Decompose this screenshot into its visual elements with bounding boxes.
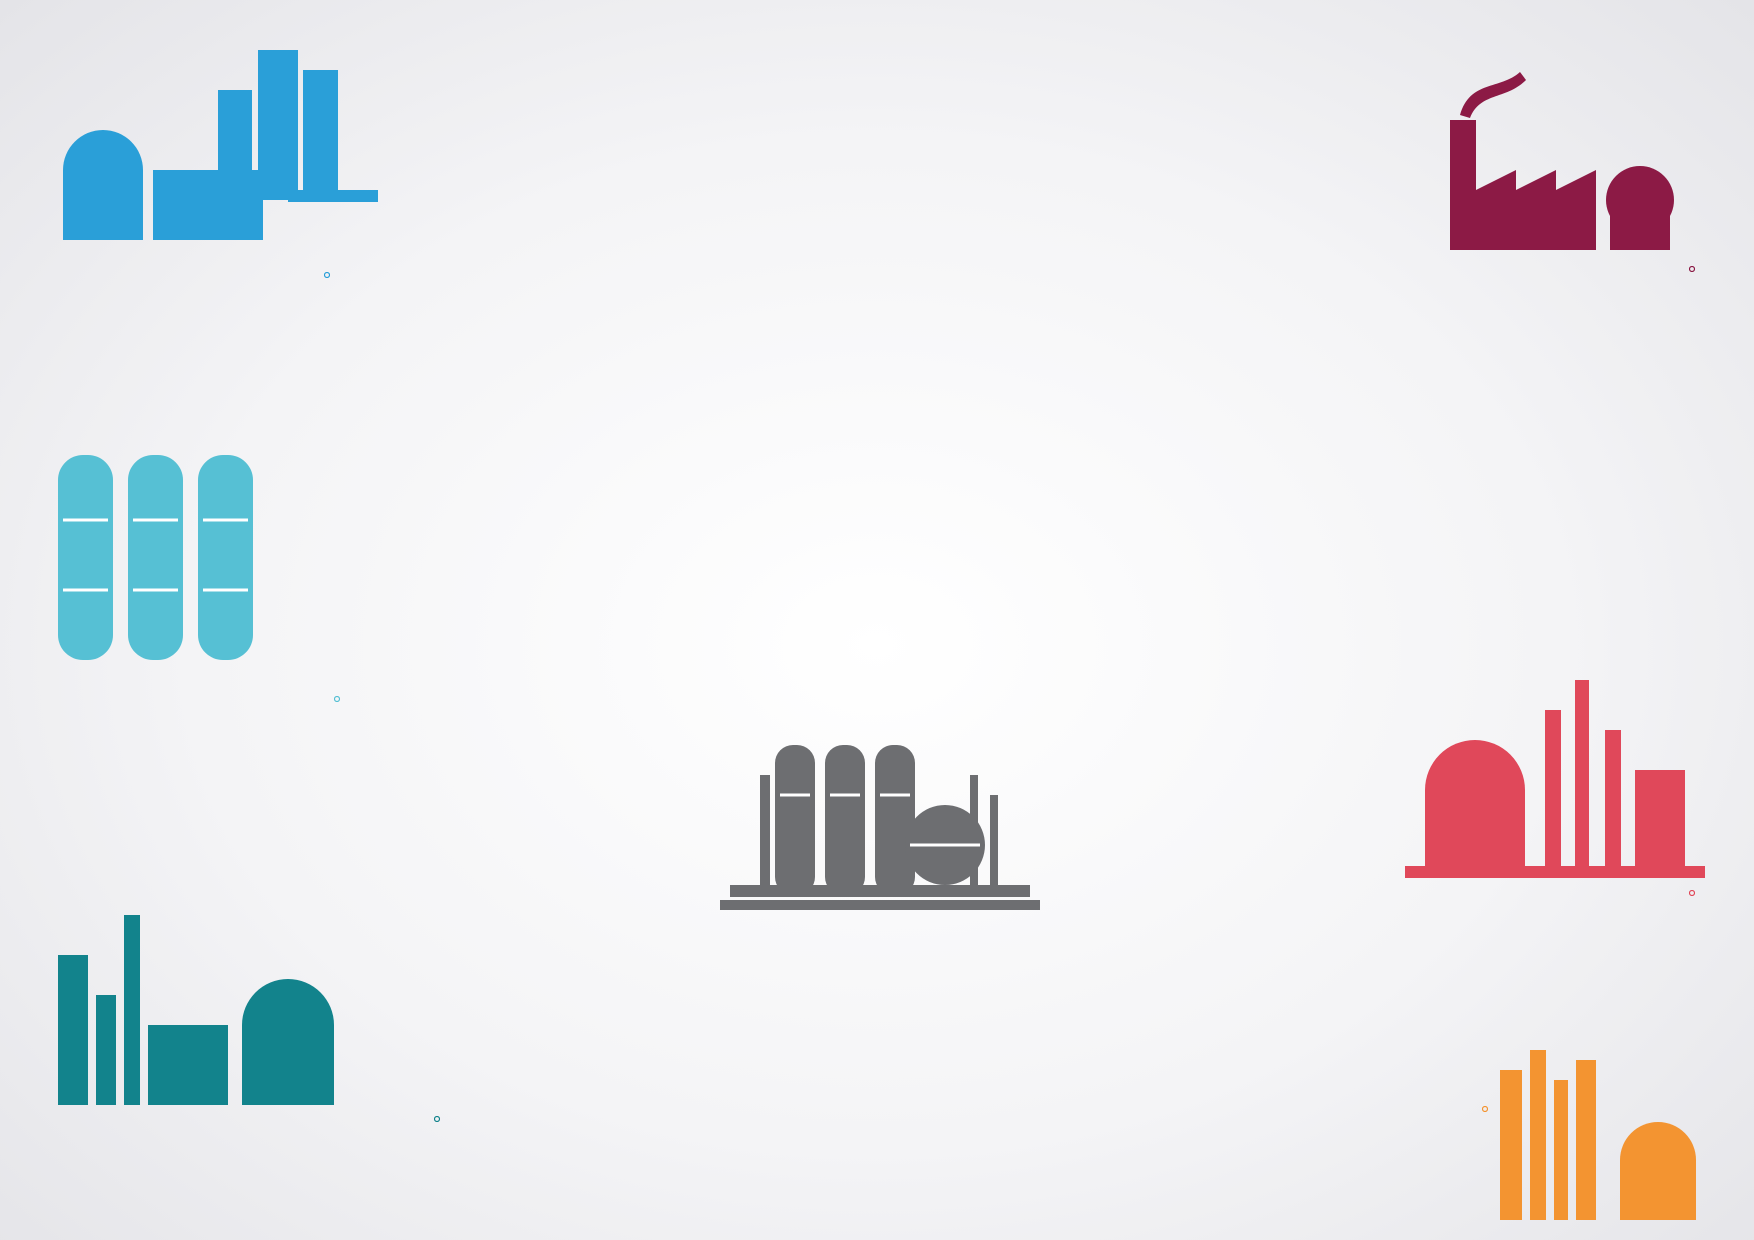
factory-icon [1440,60,1680,260]
plant-icon [1490,1030,1710,1225]
benefits-panel-05 [30,686,340,688]
benefits-panel-06 [30,262,330,264]
industrial-site-icon [48,895,348,1110]
benefits-panel-02 [1370,880,1695,882]
benefits-panel-03 [1210,1096,1488,1098]
center-refinery-icon [720,715,1040,920]
benefits-panel-04 [30,1106,440,1108]
storage-tanks-icon [48,440,273,675]
city-industry-icon [48,40,388,245]
benefits-panel-01 [1420,256,1695,258]
refinery-icon [1405,650,1705,880]
